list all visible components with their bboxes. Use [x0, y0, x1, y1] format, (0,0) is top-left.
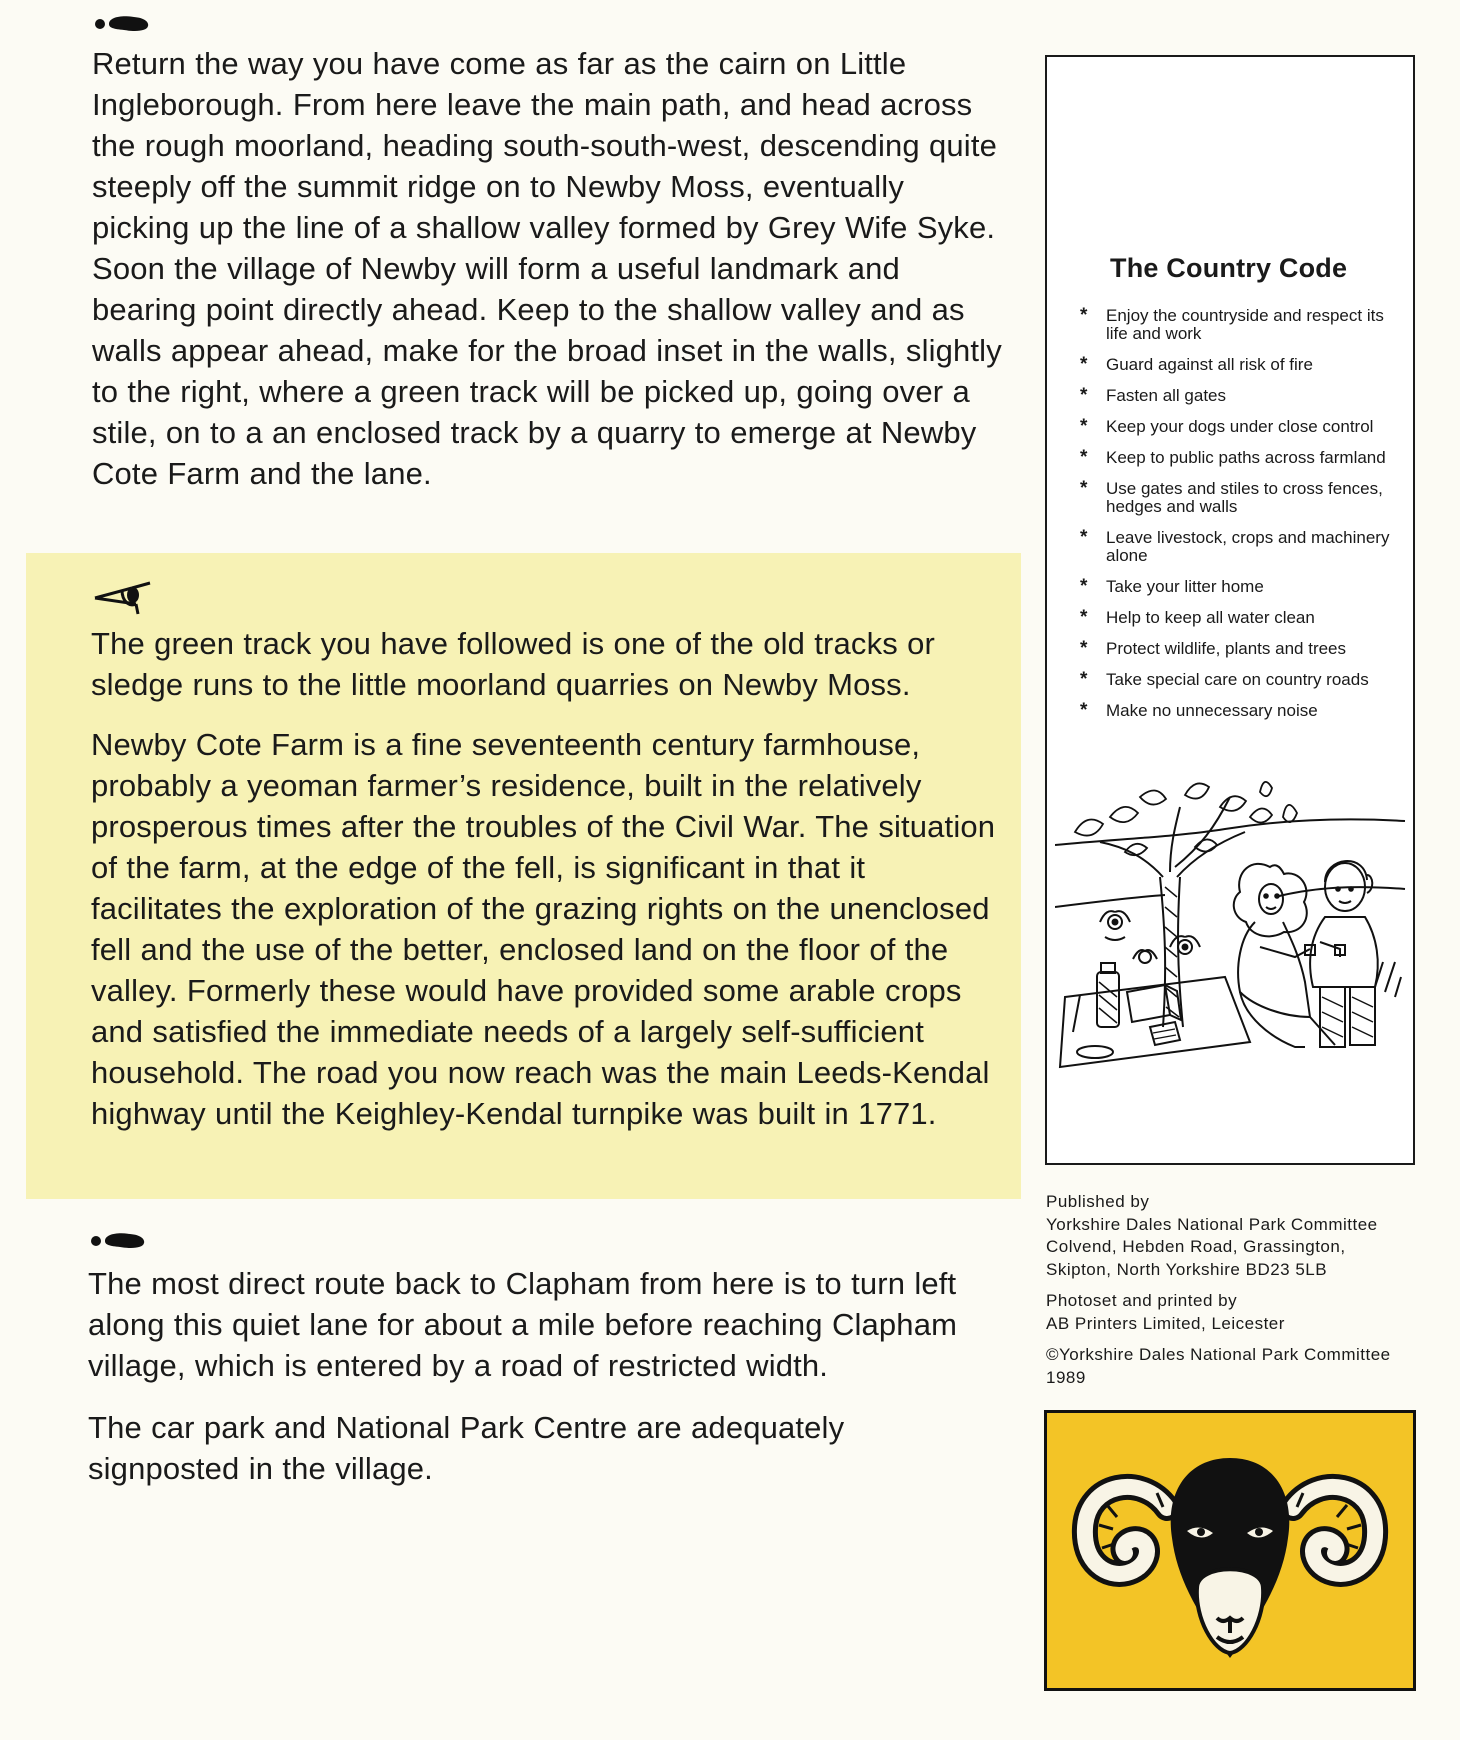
list-item: * Enjoy the countryside and respect its life and work	[1080, 305, 1384, 343]
route-directions-text	[92, 43, 1002, 494]
asterisk-icon: *	[1080, 385, 1088, 406]
list-item: * Keep your dogs under close control	[1080, 416, 1374, 437]
swaledale-ram-logo	[1047, 1413, 1413, 1688]
eye-icon	[92, 580, 154, 616]
asterisk-icon: *	[1080, 576, 1088, 597]
picnic-illustration	[1055, 777, 1410, 1162]
newby-cote-farm-paragraph: Newby Cote Farm is a fine seventeenth century farmhouse, probably a yeoman farmer’s residence, built in the relatively prosperous times after the troubles of the Civil War. The situation of the farm, at the edge of the fell, is significant in that it facilitates the exploration of the grazing rights on the unenclosed fell and the use of the better, enclosed land on the floor of the valley. Formerly these would have provided some arable crops and satisfied the immediate needs of a largely self-sufficient household. The road you now reach was the main Leeds-Kendal highway until the Keighley-Kendal turnpike was built in 1771.	[91, 727, 996, 1131]
copyright-notice: ©Yorkshire Dales National Park Committee	[1046, 1345, 1391, 1364]
asterisk-icon: *	[1080, 638, 1088, 659]
car-park-paragraph: The car park and National Park Centre are adequately signposted in the village.	[88, 1410, 845, 1486]
asterisk-icon: *	[1080, 669, 1088, 690]
asterisk-icon: *	[1080, 700, 1088, 721]
asterisk-icon: *	[1080, 527, 1088, 548]
list-item: * Take special care on country roads	[1080, 669, 1369, 690]
return-route-paragraph: The most direct route back to Clapham from here is to turn left along this quiet lane for about a mile before reaching Clapham village, which is entered by a road of restricted width.	[88, 1266, 958, 1383]
list-item: * Keep to public paths across farmland	[1080, 447, 1386, 468]
green-track-paragraph: The green track you have followed is one of the old tracks or sledge runs to the little moorland quarries on Newby Moss.	[91, 626, 935, 702]
history-text	[91, 623, 1001, 1134]
list-item: * Fasten all gates	[1080, 385, 1227, 406]
asterisk-icon: *	[1080, 447, 1088, 468]
asterisk-icon: *	[1080, 354, 1088, 375]
list-item: * Leave livestock, crops and machinery alone	[1080, 527, 1390, 565]
copyright-year: 1989	[1046, 1367, 1086, 1387]
printed-by-label: Photoset and printed by	[1046, 1291, 1238, 1310]
list-item: * Protect wildlife, plants and trees	[1080, 638, 1347, 659]
footprint-icon	[92, 12, 152, 36]
return-route-text	[88, 1263, 988, 1489]
printer-name: AB Printers Limited, Leicester	[1046, 1313, 1285, 1333]
country-code-box	[1045, 55, 1415, 1165]
publisher-address-line-2: Skipton, North Yorkshire BD23 5LB	[1046, 1259, 1328, 1279]
list-item: * Make no unnecessary noise	[1080, 700, 1318, 721]
asterisk-icon: *	[1080, 478, 1088, 499]
country-code-title: The Country Code	[1110, 253, 1348, 283]
asterisk-icon: *	[1080, 305, 1088, 326]
list-item: * Take your litter home	[1080, 576, 1264, 597]
list-item: * Use gates and stiles to cross fences, hedges and walls	[1080, 478, 1383, 516]
logo-panel	[1044, 1410, 1416, 1691]
country-code-list	[1080, 307, 1410, 733]
asterisk-icon: *	[1080, 607, 1088, 628]
publisher-info	[1046, 1191, 1446, 1398]
list-item: * Help to keep all water clean	[1080, 607, 1315, 628]
route-directions-paragraph: Return the way you have come as far as the cairn on Little Ingleborough. From here leave the main path, and head across the rough moorland, heading south-south-west, descending quite steeply off the summit ridge on to Newby Moss, eventually picking up the line of a shallow valley formed by Grey Wife Syke. Soon the village of Newby will form a useful landmark and bearing point directly ahead. Keep to the shallow valley and as walls appear ahead, make for the broad inset in the walls, slightly to the right, where a green track will be picked up, going over a stile, on to a an enclosed track by a quarry to emerge at Newby Cote Farm and the lane.	[92, 46, 1002, 491]
asterisk-icon: *	[1080, 416, 1088, 437]
publisher-name: Yorkshire Dales National Park Committee	[1046, 1214, 1378, 1234]
list-item: * Guard against all risk of fire	[1080, 354, 1313, 375]
publisher-address-line-1: Colvend, Hebden Road, Grassington,	[1046, 1237, 1346, 1256]
footprint-icon	[88, 1229, 148, 1253]
published-by-label: Published by	[1046, 1192, 1150, 1211]
